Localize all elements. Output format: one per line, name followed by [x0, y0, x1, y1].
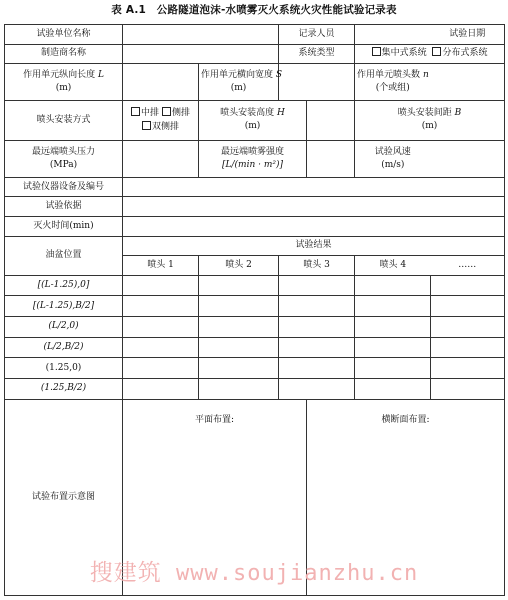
watermark-cn: 搜建筑 [89, 560, 162, 586]
result-cell[interactable] [279, 358, 355, 379]
field-manufacturer[interactable] [123, 44, 279, 64]
header-nozzle-2: 喷头 2 [199, 256, 279, 276]
row-manufacturer [5, 44, 505, 64]
label-mount-height: 喷头安装高度 H (m) [199, 101, 307, 140]
label-pool-position: 油盆位置 [5, 236, 123, 275]
row-layout [5, 399, 505, 595]
table-row [5, 337, 505, 358]
pool-position-cell: [(L-1.25),B/2] [5, 296, 123, 317]
label-test-date: 试验日期 [431, 25, 505, 45]
test-record-form [4, 24, 505, 596]
label-far-pressure: 最远端喷头压力 (MPa) [5, 140, 123, 177]
result-cell[interactable] [279, 317, 355, 338]
label-unit: 试验单位名称 [5, 25, 123, 45]
row-unit [5, 25, 505, 45]
result-cell[interactable] [199, 379, 279, 400]
table-row [5, 317, 505, 338]
result-cell[interactable] [199, 317, 279, 338]
row-unit-params [5, 64, 505, 101]
result-cell[interactable] [355, 358, 431, 379]
option-central[interactable]: 集中式系统 [372, 48, 427, 58]
label-unit-width: 作用单元横向宽度 S (m) [199, 64, 279, 101]
result-cell[interactable] [279, 275, 355, 296]
label-spray-intensity: 最远端喷雾强度 [L/(min · m²)] [199, 140, 307, 177]
result-cell[interactable] [431, 379, 505, 400]
pool-position-cell: (L/2,B/2) [5, 337, 123, 358]
field-equipment[interactable] [123, 177, 505, 197]
pool-position-cell: (1.25,B/2) [5, 379, 123, 400]
result-cell[interactable] [431, 337, 505, 358]
header-nozzle-1: 喷头 1 [123, 256, 199, 276]
label-extinguish-time: 灭火时间(min) [5, 216, 123, 236]
field-nozzle-count[interactable] [431, 64, 505, 101]
system-type-options [355, 44, 505, 64]
result-cell[interactable] [355, 379, 431, 400]
result-cell[interactable] [199, 358, 279, 379]
header-nozzle-more: …… [431, 256, 505, 276]
result-cell[interactable] [123, 358, 199, 379]
result-cell[interactable] [355, 275, 431, 296]
field-extinguish-time[interactable] [123, 216, 505, 236]
row-extinguish-time [5, 216, 505, 236]
label-nozzle-count: 作用单元喷头数 n (个或组) [355, 64, 431, 101]
label-plan-layout: 平面布置: [194, 414, 235, 425]
result-cell[interactable] [199, 275, 279, 296]
plan-layout-area[interactable] [123, 399, 307, 595]
label-manufacturer: 制造商名称 [5, 44, 123, 64]
row-equipment [5, 177, 505, 197]
label-nozzle-spacing: 喷头安装间距 B (m) [355, 101, 505, 140]
checkbox-icon [162, 107, 171, 116]
field-far-pressure[interactable] [123, 140, 199, 177]
row-pressure [5, 140, 505, 177]
checkbox-icon [142, 121, 151, 130]
result-cell[interactable] [199, 337, 279, 358]
label-layout-diagram: 试验布置示意图 [5, 399, 123, 595]
checkbox-icon [131, 107, 140, 116]
option-double-side[interactable]: 双侧排 [142, 122, 179, 132]
label-mount-method: 喷头安装方式 [5, 101, 123, 140]
mount-options [123, 101, 199, 140]
label-test-results: 试验结果 [123, 236, 505, 256]
field-unit-width[interactable] [279, 64, 355, 101]
result-cell[interactable] [123, 317, 199, 338]
field-wind-speed[interactable] [431, 140, 505, 177]
result-cell[interactable] [279, 379, 355, 400]
table-row [5, 296, 505, 317]
field-basis[interactable] [123, 197, 505, 217]
label-system-type: 系统类型 [279, 44, 355, 64]
header-nozzle-4: 喷头 4 [355, 256, 431, 276]
checkbox-icon [372, 47, 381, 56]
result-cell[interactable] [123, 275, 199, 296]
result-cell[interactable] [431, 317, 505, 338]
option-center[interactable]: 中排 [131, 108, 159, 118]
option-side[interactable]: 侧排 [162, 108, 190, 118]
pool-position-cell: [(L-1.25),0] [5, 275, 123, 296]
table-row [5, 379, 505, 400]
label-recorder: 记录人员 [279, 25, 355, 45]
pool-position-cell: (L/2,0) [5, 317, 123, 338]
label-unit-length: 作用单元纵向长度 L (m) [5, 64, 123, 101]
result-cell[interactable] [355, 296, 431, 317]
row-basis [5, 197, 505, 217]
option-distributed[interactable]: 分布式系统 [432, 48, 487, 58]
result-cell[interactable] [123, 379, 199, 400]
row-nozzle [5, 101, 505, 140]
result-cell[interactable] [355, 317, 431, 338]
label-basis: 试验依据 [5, 197, 123, 217]
cross-section-layout-area[interactable] [307, 399, 505, 595]
label-cross-section-layout: 横断面布置: [381, 414, 430, 425]
field-mount-height[interactable] [307, 101, 355, 140]
label-equipment: 试验仪器设备及编号 [5, 177, 123, 197]
result-cell[interactable] [123, 337, 199, 358]
row-results-header [5, 236, 505, 256]
label-wind-speed: 试验风速 (m/s) [355, 140, 431, 177]
result-cell[interactable] [279, 296, 355, 317]
field-spray-intensity[interactable] [307, 140, 355, 177]
result-cell[interactable] [431, 296, 505, 317]
checkbox-icon [432, 47, 441, 56]
field-recorder[interactable] [355, 25, 431, 45]
header-nozzle-3: 喷头 3 [279, 256, 355, 276]
result-cell[interactable] [431, 358, 505, 379]
pool-position-cell: (1.25,0) [5, 358, 123, 379]
watermark-url: www.soujianzhu.cn [176, 561, 419, 586]
result-cell[interactable] [199, 296, 279, 317]
table-row [5, 358, 505, 379]
result-cell[interactable] [123, 296, 199, 317]
result-cell[interactable] [431, 275, 505, 296]
field-unit-length[interactable] [123, 64, 199, 101]
page-title: 表 A.1 公路隧道泡沫-水喷雾灭火系统火灾性能试验记录表 [111, 4, 397, 16]
result-cell[interactable] [355, 337, 431, 358]
table-row [5, 275, 505, 296]
result-cell[interactable] [279, 337, 355, 358]
field-unit[interactable] [123, 25, 279, 45]
